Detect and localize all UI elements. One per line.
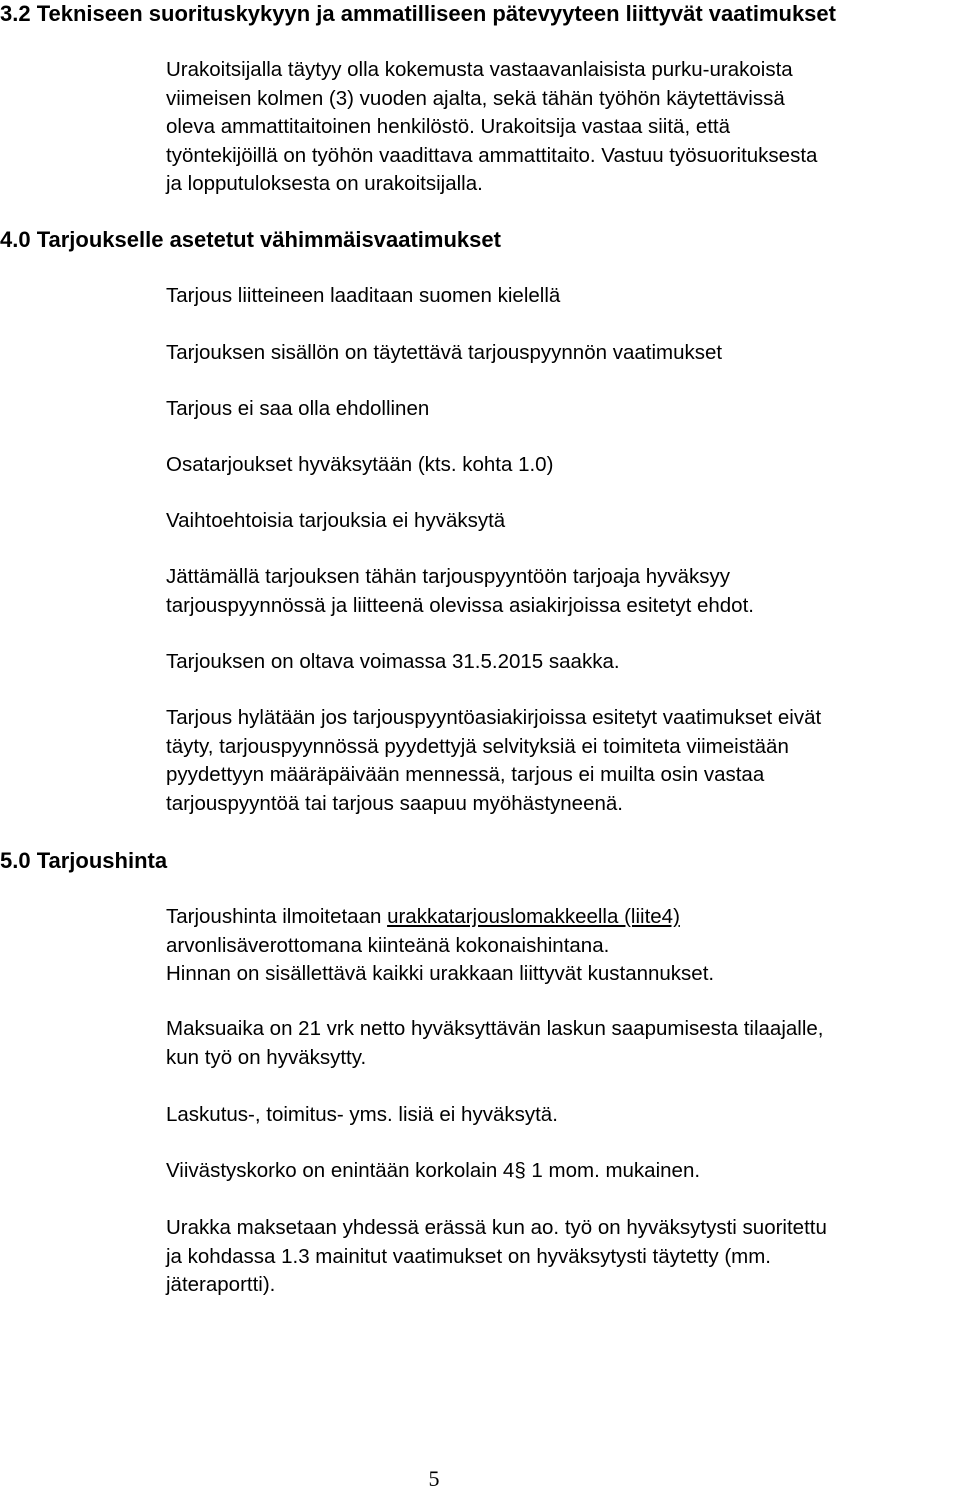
page-number: 5 — [428, 1466, 440, 1491]
payment-item — [166, 1015, 960, 1072]
text-line: Urakoitsijalla täytyy olla kokemusta vastaavanlaisista purku-urakoista — [166, 58, 793, 81]
payment-item — [166, 1101, 960, 1130]
text-line: Urakka maksetaan yhdessä erässä kun ao. työ on hyväksytysti suoritettu — [166, 1216, 827, 1239]
section-heading-4-0: 4.0 Tarjoukselle asetetut vähimmäisvaatimukset — [0, 227, 501, 252]
text-line: jäteraportti). — [166, 1273, 276, 1296]
text-line: viimeisen kolmen (3) vuoden ajalta, sekä tähän työhön käytettävissä — [166, 86, 785, 110]
section-heading-5-0: 5.0 Tarjoushinta — [0, 848, 168, 873]
section-heading-3-2: 3.2 Tekniseen suorituskykyyn ja ammatilliseen pätevyyteen liittyvät vaatimukset — [0, 1, 836, 26]
paragraph-contractor-experience — [166, 56, 960, 199]
text-line: Tarjous liitteineen laaditaan suomen kielellä — [166, 284, 561, 307]
text-line: ja kohdassa 1.3 mainitut vaatimukset on hyväksytysti täytetty (mm. — [166, 1244, 771, 1268]
text-line: oleva ammattitaitoinen henkilöstö. Urakoitsija vastaa siitä, että — [166, 115, 731, 138]
text-line: pyydettyyn määräpäivään mennessä, tarjous ei muilta osin vastaa — [166, 763, 765, 786]
text-line: Vaihtoehtoisia tarjouksia ei hyväksytä — [166, 509, 506, 532]
requirement-item — [166, 282, 960, 311]
text-line: Tarjouksen on oltava voimassa 31.5.2015 saakka. — [166, 650, 620, 673]
text-line: Tarjous ei saa olla ehdollinen — [166, 397, 430, 420]
requirement-item — [166, 563, 960, 620]
bid-form-link[interactable]: urakkatarjouslomakkeella (liite4) — [387, 905, 680, 928]
requirement-item — [166, 339, 960, 368]
text-line: tarjouspyynnössä ja liitteenä olevissa asiakirjoissa esitetyt ehdot. — [166, 593, 754, 617]
payment-item — [166, 1214, 960, 1300]
text-line: arvonlisäverottomana kiinteänä kokonaishintana. — [166, 933, 610, 957]
price-paragraph — [166, 903, 960, 989]
text-line: täyty, tarjouspyynnössä pyydettyjä selvityksiä ei toimiteta viimeistään — [166, 734, 789, 758]
text-line: työntekijöillä on työhön vaadittava ammattitaito. Vastuu työsuorituksesta — [166, 143, 818, 167]
text-line: Tarjouksen sisällön on täytettävä tarjouspyynnön vaatimukset — [166, 341, 723, 364]
requirement-item — [166, 648, 960, 677]
price-text: Tarjoushinta ilmoitetaan — [166, 905, 388, 928]
text-line: Jättämällä tarjouksen tähän tarjouspyyntöön tarjoaja hyväksyy — [166, 565, 731, 588]
text-line: Maksuaika on 21 vrk netto hyväksyttävän laskun saapumisesta tilaajalle, — [166, 1017, 824, 1040]
text-line: tarjouspyyntöä tai tarjous saapuu myöhästyneenä. — [166, 791, 623, 815]
payment-item — [166, 1157, 960, 1186]
text-line: Osatarjoukset hyväksytään (kts. kohta 1.0) — [166, 453, 554, 476]
text-line: kun työ on hyväksytty. — [166, 1045, 367, 1069]
text-line: ja lopputuloksesta on urakoitsijalla. — [166, 172, 483, 195]
requirement-item — [166, 395, 960, 424]
requirement-item — [166, 451, 960, 480]
requirement-item — [166, 704, 960, 818]
text-line: Laskutus-, toimitus- yms. lisiä ei hyväksytä. — [166, 1103, 558, 1126]
text-line: Tarjous hylätään jos tarjouspyyntöasiakirjoissa esitetyt vaatimukset eivät — [166, 706, 822, 729]
text-line — [166, 903, 960, 932]
requirement-item — [166, 507, 960, 536]
text-line: Viivästyskorko on enintään korkolain 4§ 1 mom. mukainen. — [166, 1159, 701, 1182]
text-line: Hinnan on sisällettävä kaikki urakkaan liittyvät kustannukset. — [166, 962, 715, 985]
